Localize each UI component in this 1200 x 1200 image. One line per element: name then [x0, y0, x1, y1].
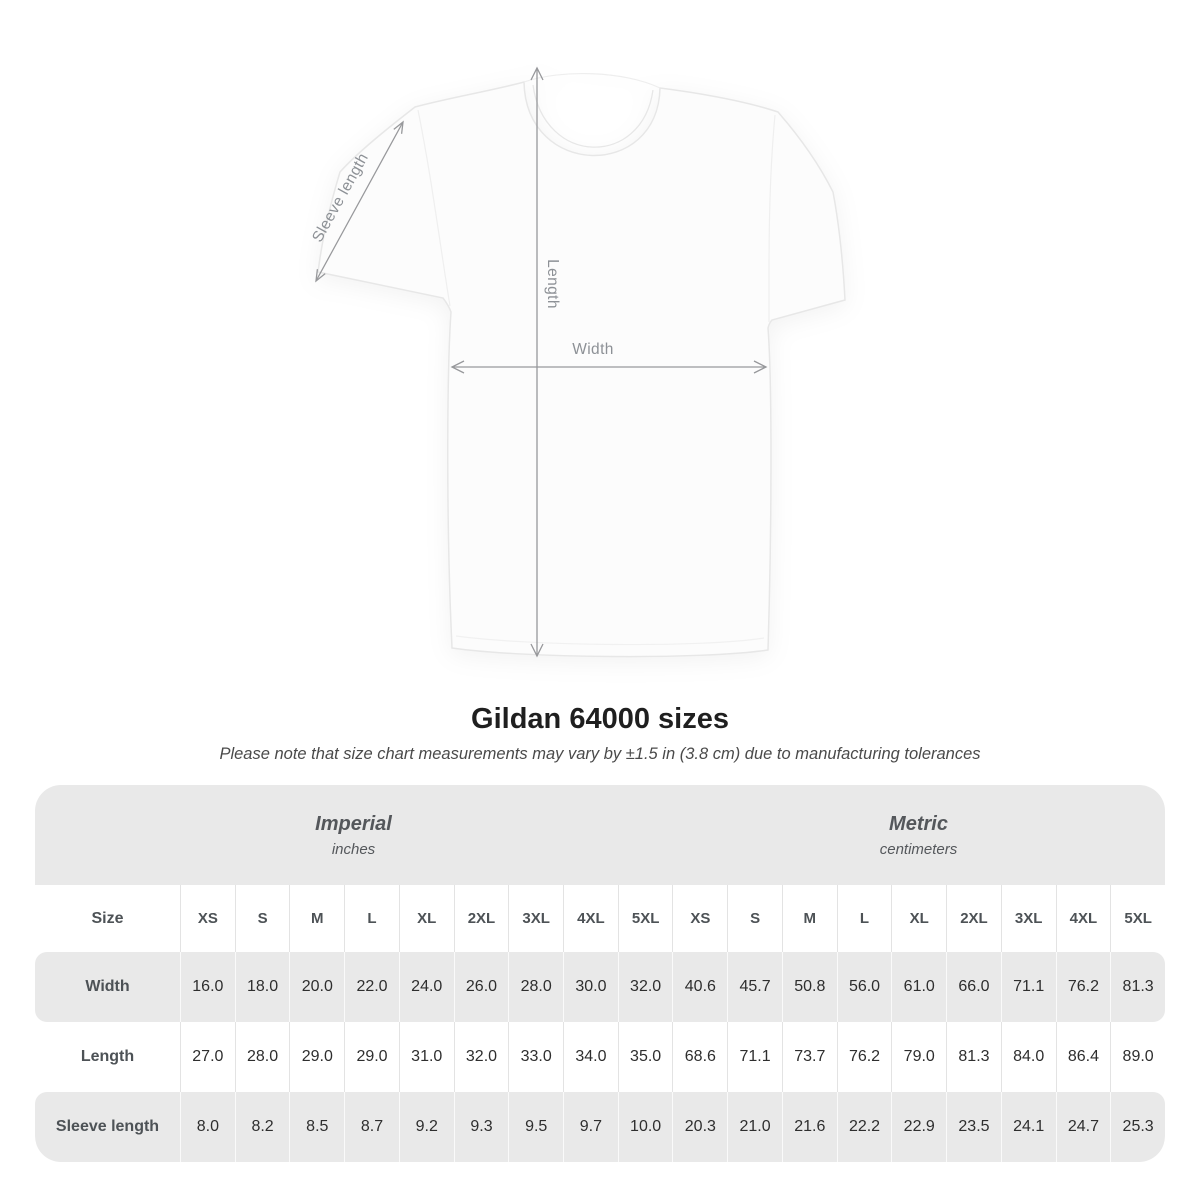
table-cell: 29.0: [344, 1022, 399, 1092]
table-cell: 8.0: [180, 1092, 235, 1162]
table-cell: L: [837, 885, 892, 952]
table-cell: 24.1: [1001, 1092, 1056, 1162]
table-cell: L: [344, 885, 399, 952]
table-cell: S: [235, 885, 290, 952]
table-cell: 8.5: [289, 1092, 344, 1162]
row-label-cell: Sleeve length: [55, 1118, 160, 1135]
table-cell: 76.2: [837, 1022, 892, 1092]
page-title: Gildan 64000 sizes: [471, 703, 729, 735]
table-row: [35, 1022, 1165, 1092]
table-cell: 33.0: [508, 1022, 563, 1092]
table-cell: 5XL: [1110, 885, 1165, 952]
length-label: Length: [544, 259, 561, 309]
size-chart-table: [35, 785, 1165, 1163]
table-cell: 9.2: [399, 1092, 454, 1162]
table-cell: 31.0: [399, 1022, 454, 1092]
table-cell: M: [289, 885, 344, 952]
imperial-label: Imperial: [315, 812, 392, 835]
table-cell: 79.0: [891, 1022, 946, 1092]
table-cell: 22.2: [837, 1092, 892, 1162]
metric-label: Metric: [889, 812, 948, 835]
imperial-header: [35, 785, 672, 885]
unit-group-header: [35, 785, 1165, 885]
table-cell: 4XL: [1056, 885, 1111, 952]
table-cell: 22.9: [891, 1092, 946, 1162]
table-cell: 22.0: [344, 952, 399, 1022]
table-cell: 45.7: [727, 952, 782, 1022]
table-cell: 84.0: [1001, 1022, 1056, 1092]
table-cell: 5XL: [618, 885, 673, 952]
imperial-sublabel: inches: [331, 840, 376, 858]
table-cell: 81.3: [946, 1022, 1001, 1092]
table-cell: 76.2: [1056, 952, 1111, 1022]
table-cell: 26.0: [454, 952, 509, 1022]
table-cell: 50.8: [782, 952, 837, 1022]
table-cell: 20.3: [672, 1092, 727, 1162]
table-cell: 21.0: [727, 1092, 782, 1162]
t-shirt-collar-back: [524, 74, 660, 88]
row-label-cell: Size: [91, 909, 124, 927]
table-cell: 73.7: [782, 1022, 837, 1092]
table-cell: 35.0: [618, 1022, 673, 1092]
table-cell: S: [727, 885, 782, 952]
table-cell: 2XL: [946, 885, 1001, 952]
table-cell: 25.3: [1110, 1092, 1165, 1162]
table-cell: 24.0: [399, 952, 454, 1022]
table-cell: 32.0: [454, 1022, 509, 1092]
table-cell: 27.0: [180, 1022, 235, 1092]
metric-sublabel: centimeters: [879, 840, 958, 858]
table-cell: 86.4: [1056, 1022, 1111, 1092]
table-cell: XS: [672, 885, 727, 952]
table-cell: 28.0: [235, 1022, 290, 1092]
sleeve-length-label: Sleeve length: [309, 150, 373, 246]
table-cell: 23.5: [946, 1092, 1001, 1162]
table-cell: 4XL: [563, 885, 618, 952]
table-cell: 16.0: [180, 952, 235, 1022]
table-cell: 10.0: [618, 1092, 673, 1162]
table-cell: 40.6: [672, 952, 727, 1022]
table-cell: 89.0: [1110, 1022, 1165, 1092]
table-cell: 30.0: [563, 952, 618, 1022]
table-cell: XL: [891, 885, 946, 952]
table-cell: 2XL: [454, 885, 509, 952]
table-cell: 66.0: [946, 952, 1001, 1022]
t-shirt-image: [280, 40, 900, 690]
t-shirt-collar: [533, 85, 653, 147]
table-cell: 21.6: [782, 1092, 837, 1162]
table-cell: 8.7: [344, 1092, 399, 1162]
table-cell: 32.0: [618, 952, 673, 1022]
table-cell: 9.3: [454, 1092, 509, 1162]
size-chart-rows: [35, 885, 1165, 1162]
t-shirt-body: [318, 82, 845, 657]
table-cell: 71.1: [727, 1022, 782, 1092]
row-label-cell: Width: [85, 978, 130, 995]
page-subtitle: Please note that size chart measurements may vary by ±1.5 in (3.8 cm) due to manufacturing tolerances: [219, 745, 981, 763]
table-cell: 34.0: [563, 1022, 618, 1092]
table-row: [35, 1092, 1165, 1162]
table-cell: 9.7: [563, 1092, 618, 1162]
table-cell: 20.0: [289, 952, 344, 1022]
table-row: [35, 952, 1165, 1022]
table-cell: 9.5: [508, 1092, 563, 1162]
table-cell: XS: [180, 885, 235, 952]
table-cell: 71.1: [1001, 952, 1056, 1022]
table-cell: 3XL: [1001, 885, 1056, 952]
table-cell: M: [782, 885, 837, 952]
table-cell: 68.6: [672, 1022, 727, 1092]
table-cell: 56.0: [837, 952, 892, 1022]
table-cell: 24.7: [1056, 1092, 1111, 1162]
table-cell: XL: [399, 885, 454, 952]
width-label: Width: [572, 341, 614, 358]
table-cell: 81.3: [1110, 952, 1165, 1022]
metric-header: [672, 785, 1165, 885]
row-label-cell: Length: [80, 1048, 135, 1065]
table-cell: 61.0: [891, 952, 946, 1022]
table-cell: 18.0: [235, 952, 290, 1022]
table-cell: 28.0: [508, 952, 563, 1022]
size-header-row: [35, 885, 1165, 952]
table-cell: 8.2: [235, 1092, 290, 1162]
table-cell: 3XL: [508, 885, 563, 952]
table-cell: 29.0: [289, 1022, 344, 1092]
